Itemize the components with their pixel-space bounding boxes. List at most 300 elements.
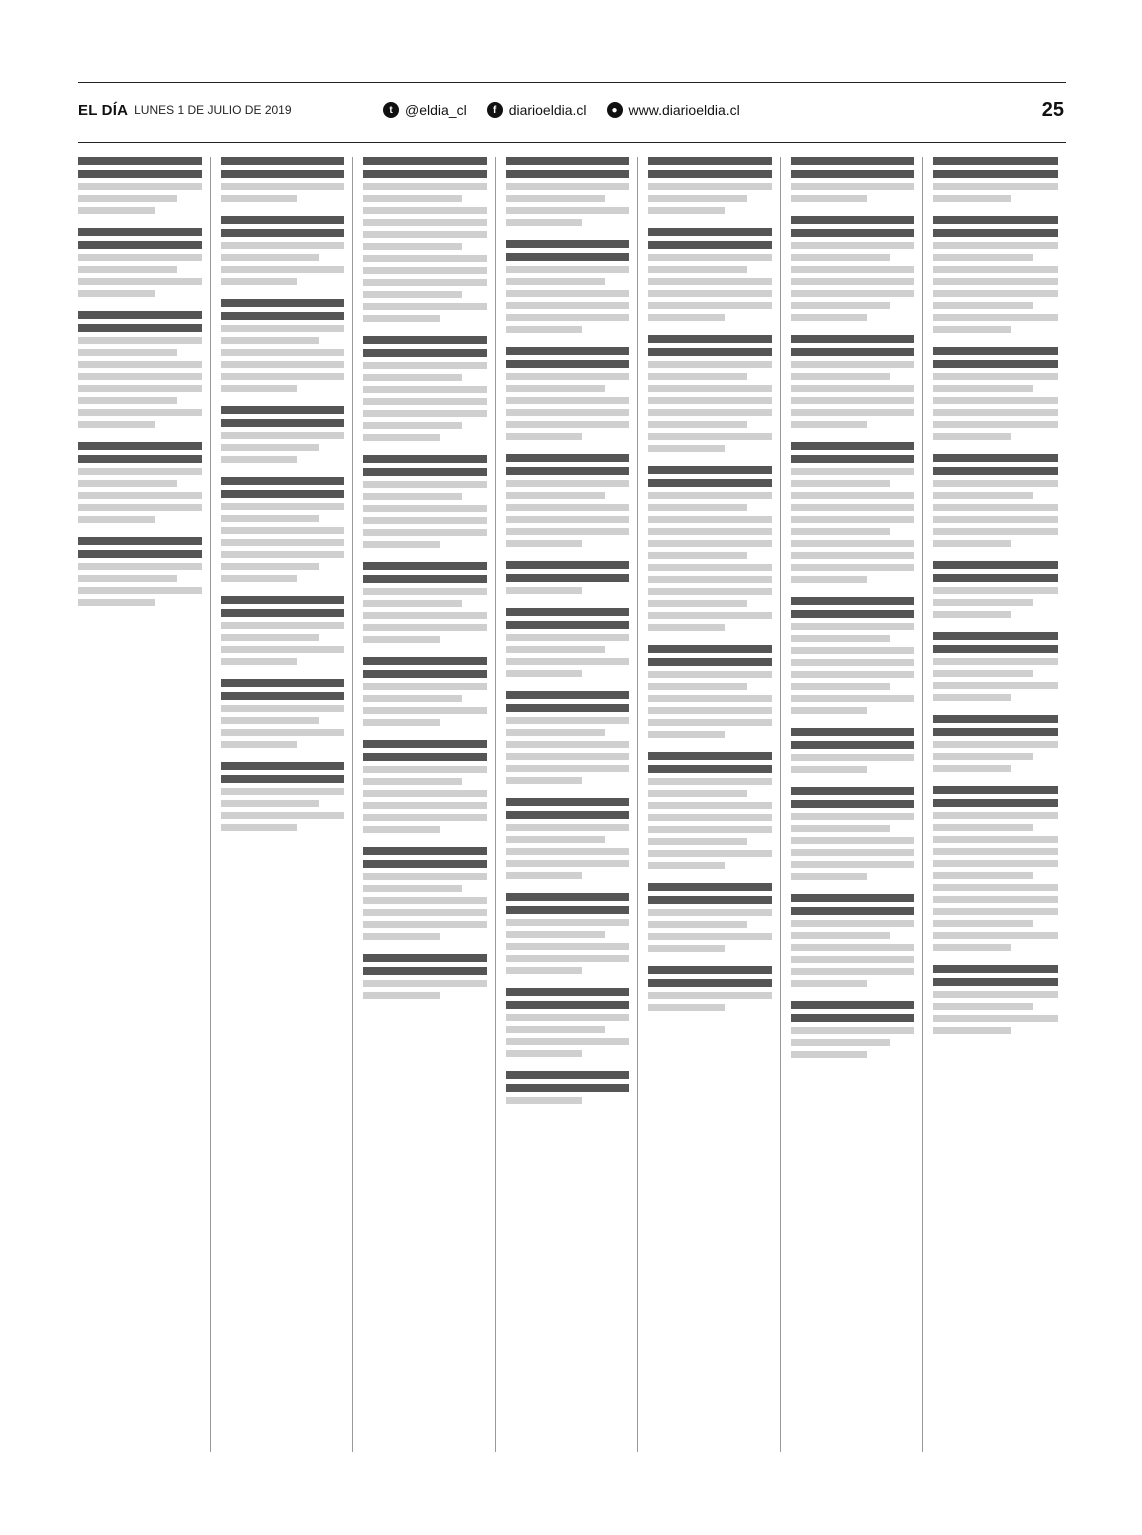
text-line bbox=[363, 683, 487, 690]
text-line bbox=[221, 800, 320, 807]
text-line bbox=[221, 432, 345, 439]
notice-entry bbox=[363, 740, 487, 833]
text-line bbox=[506, 326, 583, 333]
text-line bbox=[221, 385, 298, 392]
text-line bbox=[933, 360, 1058, 368]
text-line bbox=[506, 811, 630, 819]
text-line bbox=[933, 278, 1058, 285]
text-line bbox=[648, 1004, 725, 1011]
text-line bbox=[933, 599, 1033, 606]
text-line bbox=[648, 862, 725, 869]
text-line bbox=[221, 229, 345, 237]
text-line bbox=[506, 1071, 630, 1079]
text-line bbox=[648, 564, 772, 571]
text-line bbox=[791, 421, 868, 428]
notice-entry bbox=[933, 965, 1058, 1034]
notice-entry bbox=[648, 645, 772, 738]
text-line bbox=[933, 1015, 1058, 1022]
notice-entry bbox=[78, 157, 202, 214]
text-line bbox=[506, 385, 605, 392]
text-line bbox=[363, 790, 487, 797]
facebook-handle[interactable]: diarioeldia.cl bbox=[508, 102, 587, 118]
text-line bbox=[648, 838, 747, 845]
text-line bbox=[648, 731, 725, 738]
text-line bbox=[363, 505, 487, 512]
text-line bbox=[648, 183, 772, 190]
facebook-icon: f bbox=[487, 102, 503, 118]
text-line bbox=[933, 561, 1058, 569]
text-line bbox=[78, 550, 202, 558]
text-line bbox=[791, 242, 915, 249]
text-line bbox=[363, 980, 487, 987]
text-line bbox=[791, 480, 890, 487]
text-line bbox=[791, 528, 890, 535]
notice-entry bbox=[648, 157, 772, 214]
text-line bbox=[363, 624, 487, 631]
text-line bbox=[648, 492, 772, 499]
notice-entry bbox=[506, 798, 630, 879]
text-line bbox=[221, 679, 345, 687]
text-line bbox=[933, 347, 1058, 355]
text-line bbox=[506, 906, 630, 914]
text-line bbox=[648, 658, 772, 666]
text-line bbox=[363, 933, 440, 940]
text-line bbox=[506, 454, 630, 462]
notice-entry bbox=[648, 752, 772, 869]
text-line bbox=[791, 956, 915, 963]
text-line bbox=[363, 362, 487, 369]
notice-entry bbox=[648, 466, 772, 631]
text-line bbox=[933, 991, 1058, 998]
text-line bbox=[363, 541, 440, 548]
text-line bbox=[221, 692, 345, 700]
text-line bbox=[363, 707, 487, 714]
text-line bbox=[363, 719, 440, 726]
text-line bbox=[648, 645, 772, 653]
text-line bbox=[78, 228, 202, 236]
text-line bbox=[221, 824, 298, 831]
text-line bbox=[933, 433, 1010, 440]
text-line bbox=[221, 539, 345, 546]
text-line bbox=[363, 909, 487, 916]
text-line bbox=[791, 266, 915, 273]
text-line bbox=[506, 741, 630, 748]
text-line bbox=[363, 695, 462, 702]
text-line bbox=[791, 849, 915, 856]
text-line bbox=[791, 800, 915, 808]
text-line bbox=[933, 254, 1033, 261]
text-line bbox=[78, 290, 155, 297]
text-line bbox=[221, 254, 320, 261]
text-line bbox=[506, 893, 630, 901]
text-line bbox=[933, 824, 1033, 831]
text-line bbox=[363, 992, 440, 999]
text-line bbox=[791, 361, 915, 368]
notice-entry bbox=[648, 966, 772, 1011]
text-line bbox=[221, 609, 345, 617]
text-line bbox=[363, 255, 487, 262]
text-line bbox=[648, 409, 772, 416]
notice-entry bbox=[791, 216, 915, 321]
text-line bbox=[221, 788, 345, 795]
text-line bbox=[221, 242, 345, 249]
text-line bbox=[506, 704, 630, 712]
text-line bbox=[648, 765, 772, 773]
text-line bbox=[933, 799, 1058, 807]
website-link[interactable]: www.diarioeldia.cl bbox=[628, 102, 740, 118]
text-line bbox=[648, 933, 772, 940]
text-line bbox=[506, 157, 630, 165]
text-line bbox=[506, 1050, 583, 1057]
notice-entry bbox=[78, 311, 202, 428]
text-line bbox=[221, 551, 345, 558]
text-line bbox=[933, 302, 1033, 309]
text-line bbox=[363, 195, 462, 202]
notice-entry bbox=[363, 455, 487, 548]
text-line bbox=[363, 157, 487, 165]
text-line bbox=[363, 847, 487, 855]
text-line bbox=[933, 454, 1058, 462]
text-line bbox=[506, 183, 630, 190]
text-line bbox=[506, 397, 630, 404]
text-line bbox=[221, 575, 298, 582]
text-line bbox=[506, 646, 605, 653]
notice-entry bbox=[221, 477, 345, 582]
text-line bbox=[363, 802, 487, 809]
text-line bbox=[933, 528, 1058, 535]
text-line bbox=[791, 442, 915, 450]
text-line bbox=[933, 587, 1058, 594]
notice-entry bbox=[506, 691, 630, 784]
text-line bbox=[791, 683, 890, 690]
text-line bbox=[791, 766, 868, 773]
text-line bbox=[506, 170, 630, 178]
text-line bbox=[506, 360, 630, 368]
text-line bbox=[648, 433, 772, 440]
text-line bbox=[506, 691, 630, 699]
text-line bbox=[221, 325, 345, 332]
text-line bbox=[791, 659, 915, 666]
notice-entry bbox=[506, 454, 630, 547]
text-line bbox=[791, 1014, 915, 1022]
text-line bbox=[933, 540, 1010, 547]
text-line bbox=[933, 326, 1010, 333]
text-line bbox=[648, 826, 772, 833]
text-line bbox=[78, 266, 177, 273]
text-line bbox=[78, 421, 155, 428]
text-line bbox=[363, 410, 487, 417]
text-line bbox=[933, 1003, 1033, 1010]
text-line bbox=[648, 883, 772, 891]
text-line bbox=[363, 207, 487, 214]
text-line bbox=[78, 492, 202, 499]
text-line bbox=[363, 740, 487, 748]
text-line bbox=[506, 943, 630, 950]
text-line bbox=[648, 254, 772, 261]
text-line bbox=[506, 753, 630, 760]
text-line bbox=[648, 445, 725, 452]
notice-entry bbox=[648, 228, 772, 321]
text-line bbox=[221, 349, 345, 356]
header-top-rule bbox=[78, 82, 1066, 83]
text-line bbox=[221, 419, 345, 427]
text-line bbox=[933, 373, 1058, 380]
text-line bbox=[363, 481, 487, 488]
text-line bbox=[933, 715, 1058, 723]
text-line bbox=[78, 170, 202, 178]
text-line bbox=[506, 955, 630, 962]
text-line bbox=[363, 374, 462, 381]
text-line bbox=[791, 944, 915, 951]
text-line bbox=[933, 632, 1058, 640]
twitter-handle[interactable]: @eldia_cl bbox=[405, 102, 467, 118]
text-line bbox=[506, 266, 630, 273]
text-line bbox=[506, 1026, 605, 1033]
text-line bbox=[648, 228, 772, 236]
text-line bbox=[506, 314, 630, 321]
page-header bbox=[78, 96, 1066, 124]
text-line bbox=[791, 907, 915, 915]
text-line bbox=[648, 814, 772, 821]
text-line bbox=[221, 717, 320, 724]
text-line bbox=[221, 373, 345, 380]
notice-entry bbox=[506, 988, 630, 1057]
text-line bbox=[648, 479, 772, 487]
text-line bbox=[363, 766, 487, 773]
notice-entry bbox=[221, 596, 345, 665]
text-line bbox=[933, 872, 1033, 879]
text-line bbox=[363, 814, 487, 821]
text-line bbox=[933, 670, 1033, 677]
text-line bbox=[78, 311, 202, 319]
text-line bbox=[791, 635, 890, 642]
text-line bbox=[78, 397, 177, 404]
notice-entry bbox=[791, 728, 915, 773]
text-line bbox=[791, 409, 915, 416]
text-line bbox=[933, 978, 1058, 986]
text-line bbox=[791, 576, 868, 583]
text-line bbox=[933, 896, 1058, 903]
text-line bbox=[363, 826, 440, 833]
text-line bbox=[221, 266, 345, 273]
notice-entry bbox=[933, 216, 1058, 333]
text-line bbox=[506, 931, 605, 938]
text-line bbox=[933, 385, 1033, 392]
text-line bbox=[648, 979, 772, 987]
text-line bbox=[791, 813, 915, 820]
notice-entry bbox=[791, 894, 915, 987]
text-line bbox=[648, 695, 772, 702]
text-line bbox=[363, 575, 487, 583]
text-line bbox=[648, 361, 772, 368]
text-line bbox=[221, 762, 345, 770]
text-line bbox=[506, 621, 630, 629]
notice-entry bbox=[363, 954, 487, 999]
text-line bbox=[363, 612, 487, 619]
text-line bbox=[78, 349, 177, 356]
notice-entry bbox=[933, 561, 1058, 618]
text-line bbox=[363, 921, 487, 928]
text-line bbox=[78, 183, 202, 190]
text-line bbox=[791, 504, 915, 511]
text-line bbox=[221, 729, 345, 736]
text-line bbox=[791, 290, 915, 297]
text-line bbox=[933, 216, 1058, 224]
text-line bbox=[791, 278, 915, 285]
text-line bbox=[506, 253, 630, 261]
notice-entry bbox=[363, 562, 487, 643]
text-line bbox=[506, 988, 630, 996]
text-line bbox=[363, 517, 487, 524]
text-line bbox=[791, 754, 915, 761]
notice-entry bbox=[648, 335, 772, 452]
text-line bbox=[791, 552, 915, 559]
text-line bbox=[506, 608, 630, 616]
text-line bbox=[648, 314, 725, 321]
text-line bbox=[78, 385, 202, 392]
text-line bbox=[363, 493, 462, 500]
text-line bbox=[78, 373, 202, 380]
text-line bbox=[363, 455, 487, 463]
text-line bbox=[933, 290, 1058, 297]
text-line bbox=[933, 266, 1058, 273]
text-line bbox=[648, 348, 772, 356]
text-line bbox=[791, 195, 868, 202]
text-line bbox=[506, 421, 630, 428]
text-line bbox=[791, 1001, 915, 1009]
text-line bbox=[648, 373, 747, 380]
notice-entry bbox=[791, 597, 915, 714]
text-line bbox=[221, 634, 320, 641]
text-line bbox=[648, 241, 772, 249]
text-line bbox=[648, 850, 772, 857]
notice-entry bbox=[363, 847, 487, 940]
text-line bbox=[933, 611, 1010, 618]
notice-entry bbox=[791, 1001, 915, 1058]
text-line bbox=[78, 278, 202, 285]
text-line bbox=[791, 707, 868, 714]
text-line bbox=[363, 422, 462, 429]
notice-entry bbox=[791, 787, 915, 880]
text-line bbox=[78, 195, 177, 202]
text-line bbox=[933, 229, 1058, 237]
text-line bbox=[506, 798, 630, 806]
text-line bbox=[363, 336, 487, 344]
text-line bbox=[933, 908, 1058, 915]
text-line bbox=[78, 563, 202, 570]
text-columns bbox=[78, 157, 1066, 1452]
notice-entry bbox=[933, 786, 1058, 951]
newspaper-brand: EL DÍA bbox=[78, 101, 129, 119]
text-line bbox=[363, 315, 440, 322]
text-line bbox=[933, 965, 1058, 973]
text-line bbox=[648, 719, 772, 726]
globe-icon: ● bbox=[607, 102, 623, 118]
text-line bbox=[933, 884, 1058, 891]
text-line bbox=[363, 897, 487, 904]
text-line bbox=[791, 216, 915, 224]
text-column bbox=[221, 157, 354, 1452]
publication-date: LUNES 1 DE JULIO DE 2019 bbox=[134, 103, 292, 117]
text-line bbox=[221, 515, 320, 522]
text-line bbox=[363, 243, 462, 250]
text-line bbox=[221, 299, 345, 307]
text-line bbox=[933, 504, 1058, 511]
text-line bbox=[791, 157, 915, 165]
text-line bbox=[78, 361, 202, 368]
text-line bbox=[648, 671, 772, 678]
text-line bbox=[221, 812, 345, 819]
text-line bbox=[791, 932, 890, 939]
text-line bbox=[933, 397, 1058, 404]
notice-entry bbox=[363, 336, 487, 441]
text-line bbox=[363, 279, 487, 286]
text-line bbox=[648, 945, 725, 952]
text-line bbox=[933, 658, 1058, 665]
text-line bbox=[791, 894, 915, 902]
text-line bbox=[791, 610, 915, 618]
text-line bbox=[933, 944, 1010, 951]
text-line bbox=[78, 455, 202, 463]
text-line bbox=[648, 540, 772, 547]
text-line bbox=[933, 492, 1033, 499]
text-line bbox=[506, 492, 605, 499]
text-line bbox=[648, 278, 772, 285]
text-line bbox=[221, 658, 298, 665]
text-line bbox=[363, 657, 487, 665]
notice-entry bbox=[506, 347, 630, 440]
text-line bbox=[933, 421, 1058, 428]
text-line bbox=[506, 504, 630, 511]
text-line bbox=[363, 349, 487, 357]
text-line bbox=[933, 314, 1058, 321]
text-line bbox=[791, 302, 890, 309]
notice-entry bbox=[78, 442, 202, 523]
notice-entry bbox=[78, 228, 202, 297]
text-line bbox=[506, 516, 630, 523]
text-line bbox=[933, 1027, 1010, 1034]
text-line bbox=[78, 254, 202, 261]
text-line bbox=[221, 456, 298, 463]
text-line bbox=[791, 373, 890, 380]
text-line bbox=[648, 335, 772, 343]
text-line bbox=[506, 373, 630, 380]
notice-entry bbox=[363, 657, 487, 726]
text-line bbox=[791, 564, 915, 571]
text-column bbox=[363, 157, 496, 1452]
text-line bbox=[506, 409, 630, 416]
text-line bbox=[363, 778, 462, 785]
text-line bbox=[791, 348, 915, 356]
text-line bbox=[506, 433, 583, 440]
text-line bbox=[933, 694, 1010, 701]
text-line bbox=[933, 753, 1033, 760]
text-line bbox=[363, 398, 487, 405]
text-line bbox=[78, 516, 155, 523]
text-line bbox=[363, 231, 487, 238]
text-line bbox=[648, 896, 772, 904]
notice-entry bbox=[933, 347, 1058, 440]
text-line bbox=[506, 587, 583, 594]
text-line bbox=[648, 600, 747, 607]
text-line bbox=[648, 504, 747, 511]
notice-entry bbox=[506, 157, 630, 226]
text-line bbox=[791, 623, 915, 630]
text-line bbox=[78, 409, 202, 416]
text-line bbox=[506, 540, 583, 547]
text-line bbox=[791, 314, 868, 321]
text-line bbox=[506, 561, 630, 569]
